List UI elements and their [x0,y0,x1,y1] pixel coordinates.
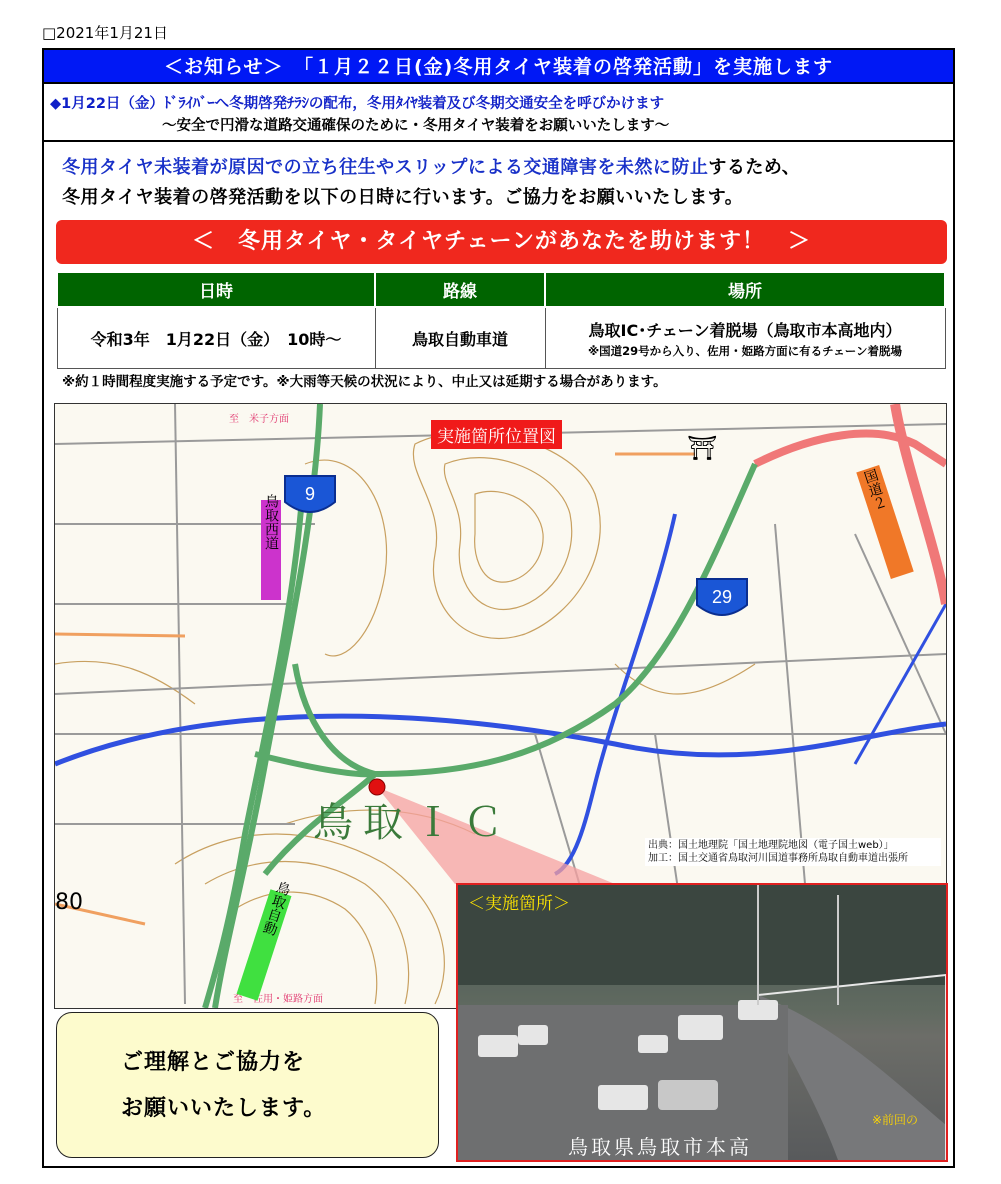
elevation-label: 80 [55,890,83,915]
photo-caption: 鳥取県鳥取市本高 [568,1135,752,1159]
map-credit-edit: 加工：国土交通省鳥取河川国道事務所鳥取自動車道出張所 [648,853,908,864]
direction-top: 至 米子方面 [229,414,289,425]
cell-place [545,307,945,369]
national-road-label: 国道２ [860,467,889,513]
route-9-number: 9 [304,484,316,504]
route-29-number: 29 [711,587,733,607]
notice-frame [42,48,955,1168]
intro-line1-highlight: 冬用タイヤ未装着が原因での立ち往生やスリップによる交通障害を未然に防止 [62,157,709,178]
thanks-line1: ご理解とご協力を [121,1050,306,1075]
thanks-line2: お願いいたします。 [121,1096,327,1121]
table-header-row [57,273,945,307]
map-credit [645,838,941,866]
intro-line2: 冬用タイヤ装着の啓発活動を以下の日時に行います。ご協力をお願いいたします。 [62,187,744,208]
cell-datetime: 令和3年 1月22日（金） 10時～ [57,307,375,369]
cell-route: 鳥取自動車道 [375,307,545,369]
site-marker [369,779,385,795]
photo-label: ＜実施箇所＞ [468,894,570,914]
national-route-red [755,434,946,464]
header-place: 場所 [545,273,945,307]
stream-east [855,604,946,764]
schedule-table [56,273,946,369]
place-note: ※国道29号から入り、佐用・姫路方面に有るチェーン着脱場 [587,343,903,358]
site-photo [456,883,948,1162]
document-date: □2021年1月21日 [42,24,168,42]
header-route: 路線 [375,273,545,307]
highway-label: 鳥取自動 [259,878,293,938]
schedule-note: ※約１時間程度実施する予定です。※大雨等天候の状況により、中止又は延期する場合があります。 [62,374,667,390]
intro-line1 [62,153,800,183]
intro-text [62,153,800,213]
map-credit-source: 出典：国土地理院「国土地理院地図（電子国土web）」 [648,840,894,851]
ic-label: 鳥取ＩＣ [313,800,513,846]
photo-previous-note: ※前回の [871,1113,918,1127]
subheading [44,84,953,142]
header-datetime: 日時 [57,273,375,307]
place-name: 鳥取IC･チェーン着脱場（鳥取市本高地内） [588,320,902,340]
table-row [57,307,945,369]
subheading-line2: ～安全で円滑な道路交通確保のために・冬用タイヤ装着をお願いいたします～ [162,118,670,134]
slogan-bar: ＜ 冬用タイヤ・タイヤチェーンがあなたを助けます！ ＞ [56,220,947,264]
west-road-label: 鳥取西道 [263,494,279,550]
map-title: 実施箇所位置図 [431,420,562,449]
subheading-line1: ◆1月22日（金）ﾄﾞﾗｲﾊﾞｰへ冬期啓発ﾁﾗｼの配布，冬用ﾀｲﾔ装着及び冬期交通安全を呼びかけます [50,96,665,112]
notice-banner: ＜お知らせ＞ 「１月２２日(金)冬用タイヤ装着の啓発活動」を実施します [44,50,953,84]
intro-line1-rest: するため、 [708,157,801,178]
stream [555,514,675,874]
thanks-box [56,1012,439,1158]
direction-bottom: 至 佐用・姫路方面 [233,994,323,1005]
shrine-icon: ⛩ [687,434,718,462]
